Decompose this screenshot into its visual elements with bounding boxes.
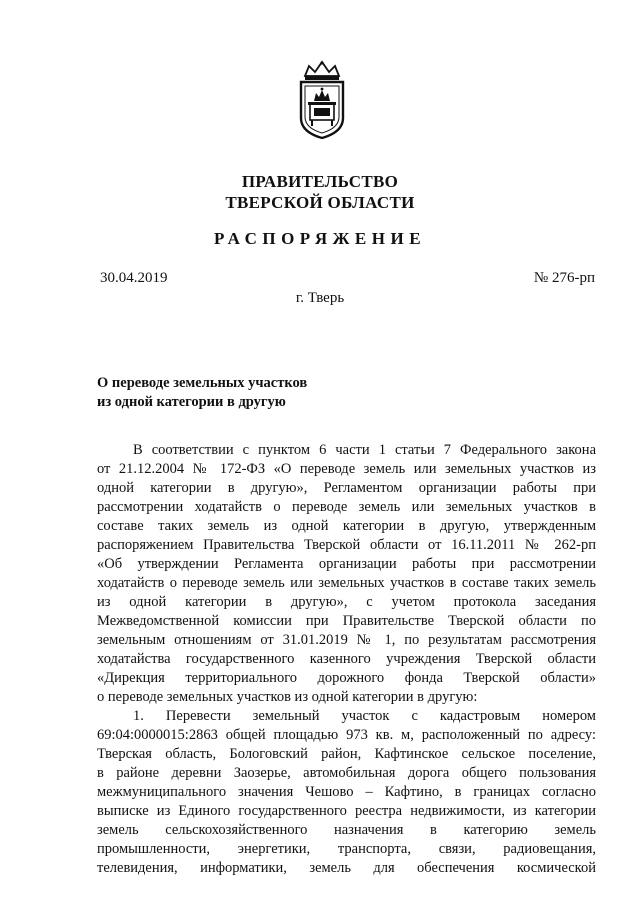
subject-line: О переводе земельных участков xyxy=(97,375,308,391)
body-line: рассмотрении ходатайств о переводе земель или земельных участков в xyxy=(97,499,596,515)
body-line: о переводе земельных участков из одной категории в другую: xyxy=(97,689,478,705)
body-line: ходатайств о переводе земель или земельных участков в составе таких земель xyxy=(97,575,596,591)
organization-name-line2: ТВЕРСКОЙ ОБЛАСТИ xyxy=(225,193,415,212)
document-date: 30.04.2019 xyxy=(100,270,168,286)
body-line: 69:04:0000015:2863 общей площадью 973 кв. м, расположенный по адресу: xyxy=(97,727,596,743)
organization-name-line1: ПРАВИТЕЛЬСТВО xyxy=(241,172,399,191)
body-line: распоряжением Правительства Тверской области от 16.11.2011 № 262-рп xyxy=(97,537,596,553)
coat-of-arms-emblem xyxy=(295,60,349,140)
body-line: телевидения, информатики, земель для обеспечения космической xyxy=(97,860,596,876)
body-line: из одной категории в другую», с учетом протокола заседания xyxy=(97,594,596,610)
subject-line: из одной категории в другую xyxy=(97,394,286,410)
document-subject xyxy=(97,374,307,412)
body-line: ходатайства государственного казенного учреждения Тверской области xyxy=(97,651,596,667)
body-line: Межведомственной комиссии при Правительстве Тверской области по xyxy=(97,613,596,629)
body-line: межмуниципального значения Чешово – Кафтино, в границах согласно xyxy=(97,784,596,800)
body-line: В соответствии с пунктом 6 части 1 статьи 7 Федерального закона xyxy=(133,442,596,458)
body-line: от 21.12.2004 № 172-ФЗ «О переводе земель или земельных участков из xyxy=(97,461,596,477)
body-line: выписке из Единого государственного реестра недвижимости, из категории xyxy=(97,803,596,819)
body-line: земель сельскохозяйственного назначения в категорию земель xyxy=(97,822,596,838)
body-line: составе таких земель из одной категории в другую, утвержденным xyxy=(97,518,596,534)
document-type: РАСПОРЯЖЕНИЕ xyxy=(213,229,427,248)
body-line: «Дирекция территориального дорожного фонда Тверской области» xyxy=(97,670,596,686)
body-line: одной категории в другую», Регламентом организации работы при xyxy=(97,480,596,496)
body-line: земельным отношениям от 31.01.2019 № 1, по результатам рассмотрения xyxy=(97,632,596,648)
document-number: № 276-рп xyxy=(533,270,595,286)
body-line: в районе деревни Заозерье, автомобильная дорога общего пользования xyxy=(97,765,596,781)
body-line: Тверская область, Бологовский район, Кафтинское сельское поселение, xyxy=(97,746,596,762)
document-city: г. Тверь xyxy=(295,290,345,306)
body-line: 1. Перевести земельный участок с кадастровым номером xyxy=(133,708,596,724)
body-line: промышленности, энергетики, транспорта, связи, радиовещания, xyxy=(97,841,596,857)
body-line: «Об утверждении Регламента организации работы при рассмотрении xyxy=(97,556,596,572)
document-body xyxy=(97,441,596,878)
